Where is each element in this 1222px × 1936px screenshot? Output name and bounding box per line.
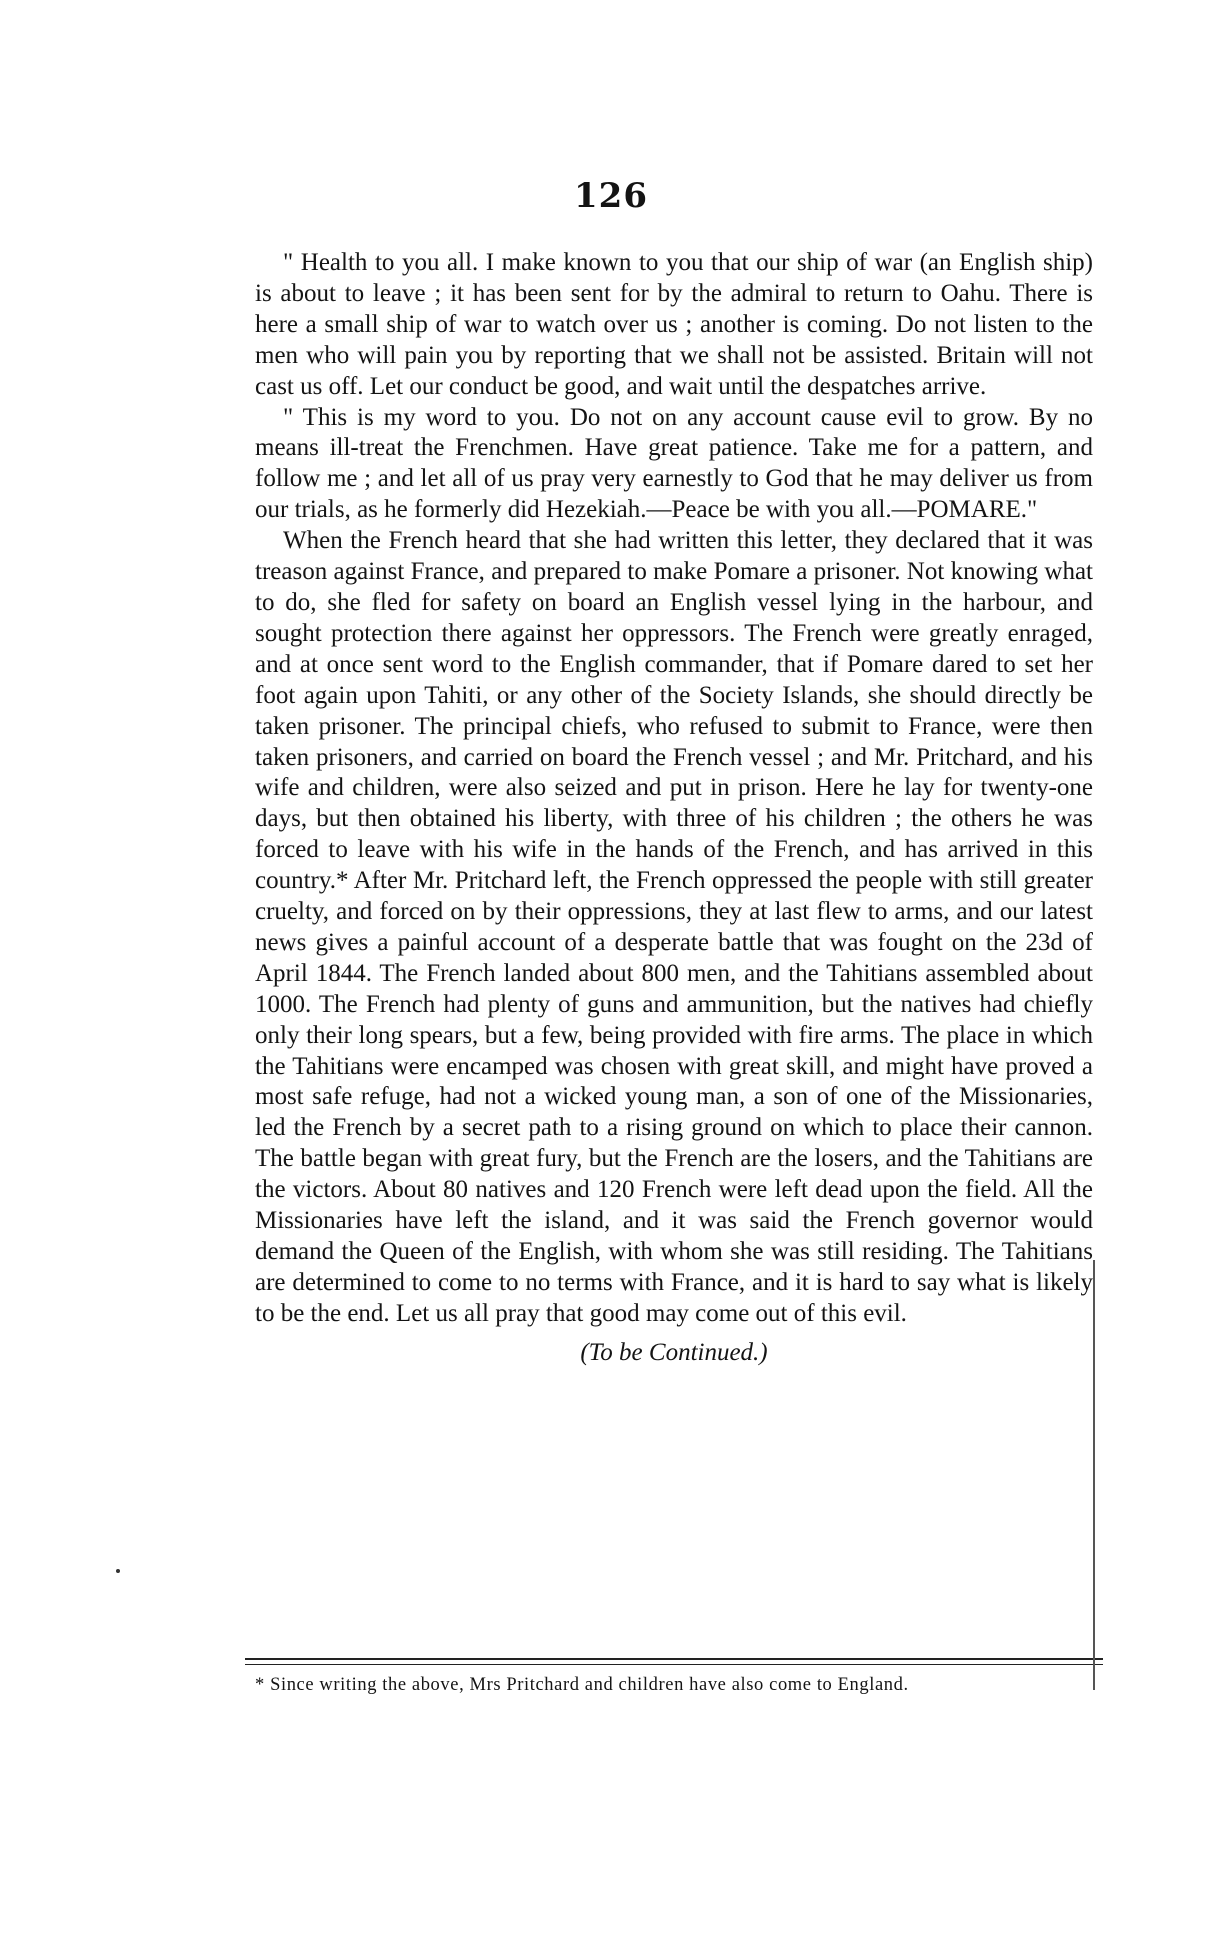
footnote-rule-thin <box>245 1664 1103 1665</box>
letter-paragraph-1: " Health to you all. I make known to you that our ship of war (an English ship) is about to leave ; it has been sent for by the admiral to return to Oahu. There is here a small ship of war to watch over us ; another is coming. Do not listen to the men who will pain you by reporting that we shall not be assisted. Britain will not cast us off. Let our conduct be good, and wait until the despatches arrive. <box>255 249 1093 400</box>
to-be-continued: (To be Continued.) <box>580 1338 768 1366</box>
margin-rule <box>1093 1260 1095 1690</box>
footnote-rule <box>245 1658 1103 1660</box>
stray-mark <box>116 1569 120 1573</box>
narrative-paragraph: When the French heard that she had written this letter, they declared that it was treason against France, and prepared to make Pomare a prisoner. Not knowing what to do, she fled for safety on board an English vessel lying in the harbour, and sought protection there against her oppressors. The French were greatly enraged, and at once sent word to the English commander, that if Pomare dared to set her foot again upon Tahiti, or any other of the Society Islands, she should directly be taken prisoner. The principal chiefs, who refused to submit to France, were then taken prisoners, and carried on board the French vessel ; and Mr. Pritchard, and his wife and children, were also seized and put in prison. Here he lay for twenty-one days, but then obtained his liberty, with three of his children ; the others he was forced to leave with his wife in the hands of the French, and has arrived in this country.* After Mr. Pritchard left, the French oppressed the people with still greater cruelty, and forced on by their oppressions, they at last flew to arms, and our latest news gives a painful account of a desperate battle that was fought on the 23d of April 1844. The French landed about 800 men, and the Tahitians assembled about 1000. The French had plenty of guns and ammunition, but the natives had chiefly only their long spears, but a few, being provided with fire arms. The place in which the Tahitians were encamped was chosen with great skill, and might have proved a most safe refuge, had not a wicked young man, a son of one of the Missionaries, led the French by a secret path to a rising ground on which to place their cannon. The battle began with great fury, but the French are the losers, and the Tahitians are the victors. About 80 natives and 120 French were left dead upon the field. All the Missionaries have left the island, and it was said the French governor would demand the Queen of the English, with whom she was still residing. The Tahitians are determined to come to no terms with France, and it is hard to say what is likely to be the end. Let us all pray that good may come out of this evil. <box>255 527 1093 1327</box>
body-text <box>255 248 1093 1369</box>
footnote: * Since writing the above, Mrs Pritchard and children have also come to England. <box>255 1675 909 1695</box>
letter-paragraph-2: " This is my word to you. Do not on any account cause evil to grow. By no means ill-treat the Frenchmen. Have great patience. Take me for a pattern, and follow me ; and let all of us pray very earnestly to God that he may deliver us from our trials, as he formerly did Hezekiah.—Peace be with you all.—POMARE." <box>255 403 1093 524</box>
page-number: 126 <box>574 176 648 216</box>
